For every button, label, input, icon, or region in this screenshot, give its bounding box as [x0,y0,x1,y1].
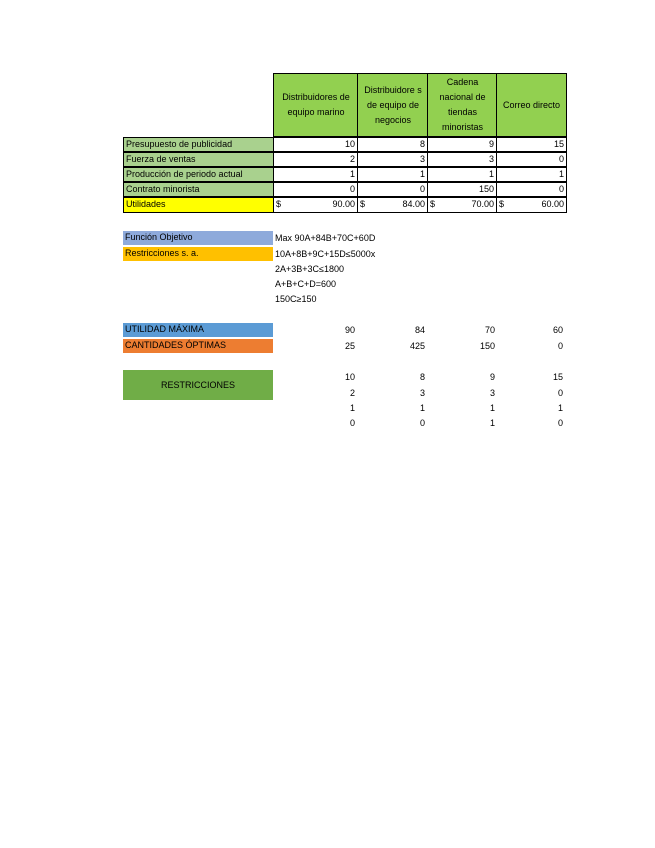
row-label-produccion: Producción de periodo actual [123,167,274,182]
header-distribuidores-marino [273,73,359,137]
table-cell: 1 [496,167,567,182]
utilidad-value: 84 [414,325,425,335]
utilidades-value: 60.00 [541,199,564,209]
restriccion-cell: 10 [344,372,355,382]
table-cell: 0 [496,152,567,167]
cantidad-value: 0 [557,341,563,351]
table-cell: 1 [273,167,358,182]
utilidades-cell [496,197,567,213]
table-cell: 10 [273,137,358,152]
restriccion-cell: 1 [489,418,495,428]
restriccion-cell: 9 [489,372,495,382]
restriccion-4: 150C≥150 [275,294,317,304]
restriccion-cell: 0 [349,418,355,428]
cantidad-value: 425 [409,341,425,351]
restriccion-1: 10A+8B+9C+15D≤5000x [275,249,376,259]
table-cell: 9 [427,137,497,152]
header-label: Distribuidore s de equipo de negocios [364,84,422,125]
table-cell: 1 [357,167,428,182]
cantidad-value: 25 [344,341,355,351]
restricciones-block-text: RESTRICCIONES [160,380,235,390]
header-cadena-nacional [427,73,498,137]
restriccion-cell: 0 [419,418,425,428]
restriccion-3: A+B+C+D=600 [275,279,337,289]
utilidad-value: 90 [344,325,355,335]
currency-symbol: $ [430,199,436,209]
table-cell: 1 [427,167,497,182]
currency-symbol: $ [499,199,505,209]
header-distribuidores-negocios [357,73,429,137]
cantidades-optimas-label: CANTIDADES ÓPTIMAS [123,339,273,353]
utilidades-value: 84.00 [402,199,425,209]
utilidad-maxima-label: UTILIDAD MÁXIMA [123,323,273,337]
restriccion-cell: 1 [419,403,425,413]
header-label: Cadena nacional de tiendas minoristas [439,77,486,132]
currency-symbol: $ [360,199,366,209]
table-cell: 0 [496,182,567,197]
restriccion-cell: 8 [419,372,425,382]
table-cell: 0 [273,182,358,197]
utilidad-value: 60 [552,325,563,335]
restriccion-cell: 2 [349,388,355,398]
utilidad-value: 70 [484,325,495,335]
restriccion-cell: 0 [557,418,563,428]
row-label-fuerza-ventas: Fuerza de ventas [123,152,274,167]
header-correo-directo [496,73,567,137]
restriccion-cell: 15 [552,372,563,382]
funcion-objetivo: Max 90A+84B+70C+60D [275,233,376,243]
currency-symbol: $ [276,199,282,209]
utilidades-cell [427,197,497,213]
table-cell: 2 [273,152,358,167]
restriccion-2: 2A+3B+3C≤1800 [275,264,344,274]
table-cell: 0 [357,182,428,197]
table-cell: 3 [357,152,428,167]
restriccion-cell: 3 [419,388,425,398]
restriccion-cell: 1 [557,403,563,413]
utilidades-cell [273,197,358,213]
row-label-contrato: Contrato minorista [123,182,274,197]
row-label-presupuesto: Presupuesto de publicidad [123,137,274,152]
cantidad-value: 150 [479,341,495,351]
table-cell: 3 [427,152,497,167]
restriccion-cell: 1 [489,403,495,413]
utilidades-value: 70.00 [471,199,494,209]
restricciones-label: Restricciones s. a. [123,247,273,261]
restriccion-cell: 3 [489,388,495,398]
utilidades-cell [357,197,428,213]
row-label-utilidades: Utilidades [123,197,274,213]
restriccion-cell: 1 [349,403,355,413]
restricciones-block-label [123,370,273,400]
funcion-objetivo-label: Función Objetivo [123,231,273,245]
table-cell: 15 [496,137,567,152]
header-label: Distribuidores de equipo marino [282,92,350,117]
utilidades-value: 90.00 [332,199,355,209]
header-label: Correo directo [502,99,561,110]
table-cell: 150 [427,182,497,197]
restriccion-cell: 0 [557,388,563,398]
table-cell: 8 [357,137,428,152]
